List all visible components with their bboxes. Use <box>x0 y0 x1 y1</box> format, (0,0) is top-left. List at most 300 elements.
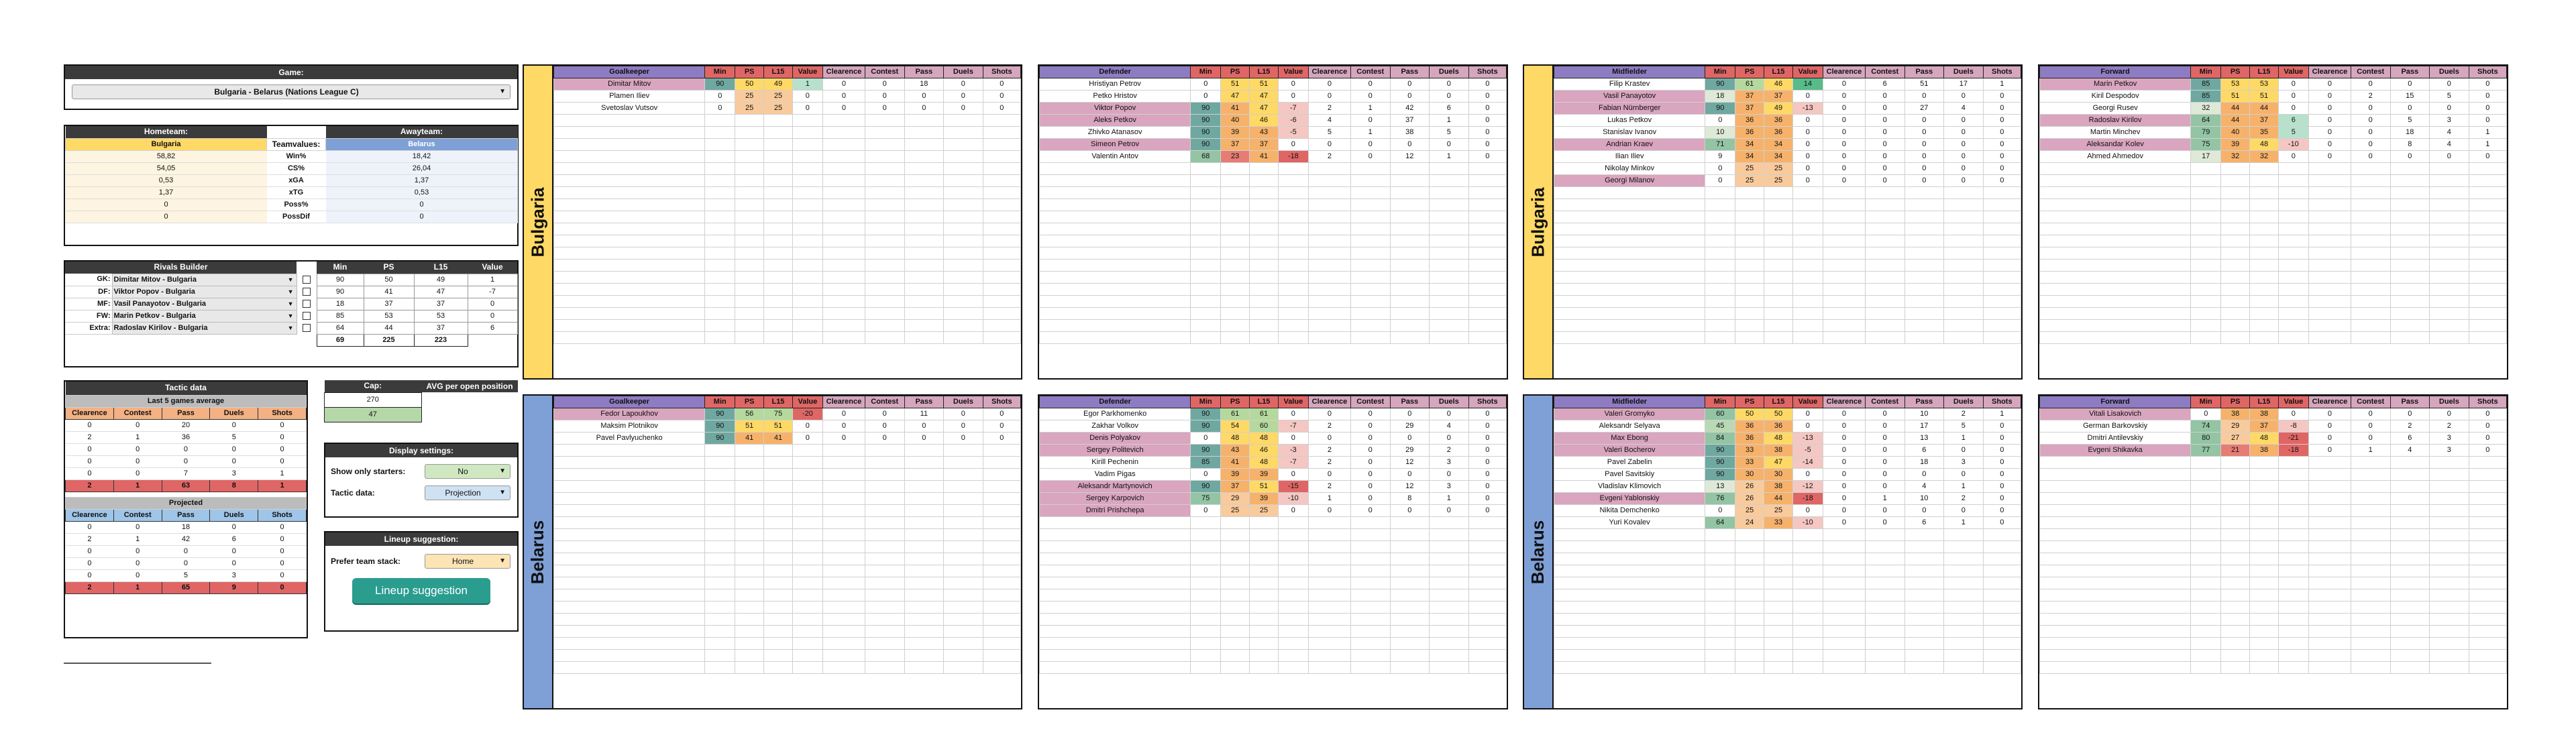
stat-duels: 0 <box>1430 139 1469 151</box>
stat-ps: 37 <box>1221 139 1250 151</box>
tactic-cell: 0 <box>258 569 307 581</box>
tactic-row <box>66 455 307 467</box>
rival-min: 85 <box>317 310 364 322</box>
empty-cell <box>1390 626 1430 638</box>
empty-cell <box>865 175 904 187</box>
empty-cell <box>735 223 764 235</box>
stat-ps: 30 <box>1735 469 1764 481</box>
empty-cell <box>705 235 735 247</box>
empty-cell <box>822 529 865 541</box>
empty-cell <box>944 650 983 662</box>
empty-cell <box>2469 493 2506 505</box>
empty-cell <box>1191 199 1221 211</box>
empty-cell <box>2278 175 2308 187</box>
empty-cell <box>1983 223 2021 235</box>
empty-cell <box>792 175 822 187</box>
empty-cell <box>2191 308 2221 320</box>
empty-cell <box>1191 296 1221 308</box>
empty-cell <box>944 481 983 493</box>
rival-checkbox[interactable] <box>303 300 311 308</box>
stat-duels: 4 <box>2430 139 2469 151</box>
stat-contest: 0 <box>1865 163 1904 175</box>
stat-duels: 0 <box>1944 91 1984 103</box>
empty-cell <box>983 553 1020 565</box>
player-row <box>1040 91 1507 103</box>
empty-cell <box>2278 332 2308 344</box>
empty-cell <box>865 139 904 151</box>
rival-checkbox[interactable] <box>303 288 311 296</box>
empty-cell <box>764 626 793 638</box>
empty-cell <box>2390 308 2430 320</box>
empty-cell <box>735 127 764 139</box>
away-value: 0,53 <box>326 186 518 198</box>
team-stack-select[interactable] <box>425 554 511 569</box>
empty-cell <box>2040 638 2191 650</box>
empty-cell <box>1308 650 1350 662</box>
empty-cell <box>2221 260 2250 272</box>
stat-duels: 0 <box>944 103 983 115</box>
rival-player-name: Dimitar Mitov - Bulgaria <box>113 275 197 284</box>
empty-cell <box>1554 223 1705 235</box>
empty-cell <box>705 272 735 284</box>
stat-pass: 0 <box>904 433 944 445</box>
empty-cell <box>1390 638 1430 650</box>
empty-cell <box>2469 529 2506 541</box>
tactic-cell: 0 <box>258 431 307 443</box>
stat-pass: 42 <box>1390 103 1430 115</box>
rival-checkbox[interactable] <box>303 312 311 320</box>
empty-cell <box>1865 589 1904 602</box>
stat-clearence: 0 <box>822 420 865 433</box>
empty-cell <box>1250 626 1279 638</box>
stat-pass: 0 <box>1904 91 1944 103</box>
stat-clearence: 0 <box>1823 505 1865 517</box>
empty-cell <box>2040 517 2191 529</box>
rival-checkbox[interactable] <box>303 276 311 284</box>
col-header-pass: Pass <box>2390 66 2430 78</box>
player-row <box>1554 505 2021 517</box>
empty-cell <box>735 638 764 650</box>
empty-cell <box>1554 199 1705 211</box>
stat-shots: 0 <box>1983 517 2021 529</box>
col-header-min: Min <box>705 66 735 78</box>
stat-ps: 48 <box>1221 433 1250 445</box>
stat-contest: 0 <box>2351 420 2390 433</box>
stat-value: 0 <box>1792 127 1823 139</box>
stat-l15: 49 <box>764 78 793 91</box>
col-header-ps: PS <box>735 396 764 408</box>
rival-min: 90 <box>317 286 364 298</box>
empty-cell <box>1040 332 1191 344</box>
empty-cell <box>1823 223 1865 235</box>
empty-cell <box>1554 577 1705 589</box>
empty-cell <box>1350 577 1390 589</box>
empty-cell <box>1191 589 1221 602</box>
empty-cell <box>554 284 705 296</box>
empty-cell <box>1040 235 1191 247</box>
stat-l15: 51 <box>1250 481 1279 493</box>
empty-cell <box>2308 199 2351 211</box>
empty-cell <box>1705 614 1735 626</box>
stat-pass: 0 <box>1390 433 1430 445</box>
stat-duels: 0 <box>1944 139 1984 151</box>
stat-clearence: 0 <box>822 91 865 103</box>
empty-cell <box>1792 589 1823 602</box>
empty-cell <box>1308 175 1350 187</box>
tactic-data-value: Projection <box>445 488 481 498</box>
empty-cell <box>983 662 1020 674</box>
player-row <box>1040 469 1507 481</box>
empty-cell <box>2390 565 2430 577</box>
player-row <box>2040 529 2507 541</box>
empty-cell <box>792 163 822 175</box>
empty-cell <box>904 260 944 272</box>
empty-cell <box>1278 284 1308 296</box>
empty-cell <box>2278 553 2308 565</box>
stat-value: -12 <box>1792 481 1823 493</box>
empty-cell <box>1792 602 1823 614</box>
empty-cell <box>1944 308 1984 320</box>
teamvalue-label: Win% <box>267 150 326 162</box>
empty-cell <box>1430 589 1469 602</box>
stat-duels: 0 <box>2430 78 2469 91</box>
empty-cell <box>2278 284 2308 296</box>
empty-cell <box>2351 308 2390 320</box>
empty-cell <box>2278 272 2308 284</box>
empty-cell <box>1390 187 1430 199</box>
empty-cell <box>944 260 983 272</box>
empty-cell <box>904 151 944 163</box>
player-row <box>2040 115 2507 127</box>
empty-cell <box>792 284 822 296</box>
empty-cell <box>2250 469 2279 481</box>
empty-cell <box>2250 505 2279 517</box>
empty-cell <box>1764 650 1793 662</box>
empty-cell <box>1191 553 1221 565</box>
empty-cell <box>2191 541 2221 553</box>
stat-pass: 0 <box>904 103 944 115</box>
rival-checkbox[interactable] <box>303 324 311 332</box>
empty-cell <box>865 517 904 529</box>
stat-shots: 0 <box>1468 493 1506 505</box>
rivals-builder-panel <box>64 260 519 367</box>
empty-cell <box>735 517 764 529</box>
empty-cell <box>2469 589 2506 602</box>
empty-cell <box>2221 457 2250 469</box>
stat-contest: 0 <box>1865 517 1904 529</box>
stat-value: -8 <box>2278 420 2308 433</box>
empty-cell <box>865 589 904 602</box>
empty-cell <box>1278 553 1308 565</box>
empty-cell <box>1221 284 1250 296</box>
empty-cell <box>1278 175 1308 187</box>
empty-cell <box>1390 517 1430 529</box>
empty-cell <box>1308 577 1350 589</box>
rival-player-select[interactable] <box>112 286 297 298</box>
tactic-data-select[interactable] <box>425 485 511 500</box>
tactic-cell: 0 <box>66 557 114 569</box>
empty-cell <box>2221 553 2250 565</box>
player-row <box>2040 284 2507 296</box>
player-row <box>2040 577 2507 589</box>
empty-cell <box>1350 541 1390 553</box>
stat-duels: 0 <box>1944 127 1984 139</box>
stat-pass: 13 <box>1904 433 1944 445</box>
player-row <box>554 235 1021 247</box>
rival-player-select[interactable] <box>112 310 297 322</box>
stat-clearence: 0 <box>1823 469 1865 481</box>
stat-shots: 0 <box>1468 139 1506 151</box>
empty-cell <box>1764 565 1793 577</box>
stat-duels: 0 <box>1944 175 1984 187</box>
stat-l15: 41 <box>764 433 793 445</box>
empty-cell <box>2351 163 2390 175</box>
empty-cell <box>2351 247 2390 260</box>
team-label-vertical <box>1523 64 1552 380</box>
stat-clearence: 0 <box>1823 139 1865 151</box>
stat-pass: 12 <box>1390 457 1430 469</box>
empty-cell <box>1468 541 1506 553</box>
stat-min: 0 <box>1191 433 1221 445</box>
empty-cell <box>2469 553 2506 565</box>
empty-cell <box>1735 320 1764 332</box>
stat-pass: 0 <box>1390 469 1430 481</box>
player-table-midfielder <box>1552 394 2023 709</box>
empty-cell <box>2430 589 2469 602</box>
tactic-cell: 3 <box>210 569 258 581</box>
empty-cell <box>2278 187 2308 199</box>
empty-cell <box>1865 235 1904 247</box>
empty-cell <box>1468 517 1506 529</box>
player-table-defender <box>1038 394 1508 709</box>
tactic-cell: 0 <box>258 419 307 431</box>
rival-checkbox-cell <box>297 310 317 322</box>
empty-cell <box>822 115 865 127</box>
player-name: Nikita Demchenko <box>1554 505 1705 517</box>
cap-value[interactable]: 270 <box>325 392 422 407</box>
teamvalue-label: CS% <box>267 162 326 174</box>
empty-cell <box>822 163 865 175</box>
empty-cell <box>1944 320 1984 332</box>
stat-clearence: 0 <box>1823 517 1865 529</box>
empty-cell <box>1191 577 1221 589</box>
player-name: Aleksandar Kolev <box>2040 139 2191 151</box>
empty-cell <box>1390 320 1430 332</box>
stat-clearence: 0 <box>2308 139 2351 151</box>
empty-cell <box>1278 626 1308 638</box>
empty-cell <box>1278 332 1308 344</box>
empty-cell <box>2469 577 2506 589</box>
empty-cell <box>2278 517 2308 529</box>
stat-duels: 17 <box>1944 78 1984 91</box>
col-header-min: Min <box>1191 396 1221 408</box>
empty-cell <box>1554 626 1705 638</box>
stat-min: 76 <box>1705 493 1735 505</box>
empty-cell <box>1468 650 1506 662</box>
empty-cell <box>1350 320 1390 332</box>
empty-cell <box>1735 577 1764 589</box>
empty-cell <box>1764 296 1793 308</box>
empty-cell <box>1250 175 1279 187</box>
empty-cell <box>1944 223 1984 235</box>
stat-clearence: 0 <box>1823 445 1865 457</box>
player-row <box>2040 469 2507 481</box>
empty-cell <box>1390 541 1430 553</box>
empty-cell <box>1735 296 1764 308</box>
lineup-suggestion-button[interactable]: Lineup suggestion <box>352 578 490 604</box>
player-name: Vitali Lisakovich <box>2040 408 2191 420</box>
empty-cell <box>1865 211 1904 223</box>
tactic-row <box>66 443 307 455</box>
empty-cell <box>904 565 944 577</box>
stat-l15: 47 <box>1250 103 1279 115</box>
player-name: Sergey Politevich <box>1040 445 1191 457</box>
empty-cell <box>2250 529 2279 541</box>
empty-cell <box>2221 187 2250 199</box>
empty-cell <box>1250 565 1279 577</box>
rival-player-select[interactable] <box>112 298 297 310</box>
empty-cell <box>1944 187 1984 199</box>
empty-cell <box>2469 565 2506 577</box>
player-row <box>2040 260 2507 272</box>
stat-shots: 0 <box>1468 151 1506 163</box>
stat-min: 32 <box>2191 103 2221 115</box>
rival-player-select[interactable] <box>112 274 297 286</box>
empty-cell <box>1944 296 1984 308</box>
empty-cell <box>764 589 793 602</box>
tactic-cell: 36 <box>162 431 210 443</box>
empty-cell <box>2040 626 2191 638</box>
player-row <box>1554 211 2021 223</box>
empty-cell <box>865 638 904 650</box>
stat-ps: 33 <box>1735 445 1764 457</box>
empty-cell <box>764 650 793 662</box>
player-name: Petko Hristov <box>1040 91 1191 103</box>
empty-cell <box>865 284 904 296</box>
stat-clearence: 0 <box>1308 78 1350 91</box>
stat-pass: 18 <box>2390 127 2430 139</box>
empty-cell <box>904 272 944 284</box>
empty-cell <box>944 247 983 260</box>
empty-cell <box>554 199 705 211</box>
rival-row <box>65 298 517 310</box>
empty-cell <box>2469 260 2506 272</box>
stat-l15: 50 <box>1764 408 1793 420</box>
empty-cell <box>705 332 735 344</box>
empty-cell <box>1983 565 2021 577</box>
player-row <box>1040 223 1507 235</box>
col-header-l15: L15 <box>2250 396 2279 408</box>
empty-cell <box>904 602 944 614</box>
game-panel <box>64 64 519 110</box>
empty-cell <box>792 187 822 199</box>
stat-l15: 48 <box>2250 139 2279 151</box>
rival-value: -7 <box>468 286 517 298</box>
empty-cell <box>1040 272 1191 284</box>
empty-cell <box>944 457 983 469</box>
empty-cell <box>2308 260 2351 272</box>
empty-cell <box>2191 284 2221 296</box>
empty-cell <box>1705 284 1735 296</box>
empty-cell <box>2221 541 2250 553</box>
empty-cell <box>2221 332 2250 344</box>
stat-value: 0 <box>2278 78 2308 91</box>
empty-cell <box>2430 602 2469 614</box>
stat-clearence: 2 <box>1308 151 1350 163</box>
empty-cell <box>554 589 705 602</box>
empty-cell <box>1554 662 1705 674</box>
empty-cell <box>2308 565 2351 577</box>
team-stack-value: Home <box>451 557 474 566</box>
player-name: Pavel Zabelin <box>1554 457 1705 469</box>
empty-cell <box>1278 577 1308 589</box>
game-select[interactable] <box>72 84 511 99</box>
empty-cell <box>2278 457 2308 469</box>
stat-value: 0 <box>1792 175 1823 187</box>
stat-l15: 48 <box>1764 433 1793 445</box>
player-row <box>1040 103 1507 115</box>
empty-cell <box>904 308 944 320</box>
stat-min: 0 <box>1191 469 1221 481</box>
empty-cell <box>1792 235 1823 247</box>
player-name: Aleksandr Selyava <box>1554 420 1705 433</box>
empty-cell <box>1764 235 1793 247</box>
tactic-row <box>66 431 307 443</box>
empty-cell <box>1191 247 1221 260</box>
stat-contest: 0 <box>1865 469 1904 481</box>
teamvalue-label: xTG <box>267 186 326 198</box>
empty-cell <box>865 272 904 284</box>
stat-min: 0 <box>1705 175 1735 187</box>
stat-contest: 0 <box>1350 151 1390 163</box>
empty-cell <box>2250 481 2279 493</box>
empty-cell <box>1865 260 1904 272</box>
empty-cell <box>705 457 735 469</box>
empty-cell <box>1308 626 1350 638</box>
empty-cell <box>2250 577 2279 589</box>
empty-cell <box>983 565 1020 577</box>
stat-pass: 18 <box>904 78 944 91</box>
empty-cell <box>1191 175 1221 187</box>
rival-player-select[interactable] <box>112 322 297 334</box>
stat-contest: 0 <box>2351 103 2390 115</box>
empty-cell <box>705 577 735 589</box>
starters-select[interactable] <box>425 464 511 479</box>
col-header-value: Value <box>1792 66 1823 78</box>
col-header-value: Value <box>1792 396 1823 408</box>
player-table-forward <box>2038 64 2508 380</box>
empty-cell <box>735 139 764 151</box>
stat-ps: 41 <box>735 433 764 445</box>
empty-cell <box>2308 296 2351 308</box>
player-row <box>2040 308 2507 320</box>
stat-duels: 5 <box>1430 127 1469 139</box>
empty-cell <box>1983 235 2021 247</box>
position-header: Forward <box>2040 66 2191 78</box>
stat-value: 0 <box>2278 408 2308 420</box>
empty-cell <box>792 235 822 247</box>
col-header-pass: Pass <box>2390 396 2430 408</box>
empty-cell <box>1468 235 1506 247</box>
empty-cell <box>944 332 983 344</box>
empty-cell <box>1764 247 1793 260</box>
player-row <box>1040 211 1507 223</box>
empty-cell <box>904 284 944 296</box>
empty-cell <box>1904 211 1944 223</box>
stat-ps: 56 <box>735 408 764 420</box>
stat-min: 90 <box>1705 445 1735 457</box>
stat-l15: 46 <box>1764 78 1793 91</box>
